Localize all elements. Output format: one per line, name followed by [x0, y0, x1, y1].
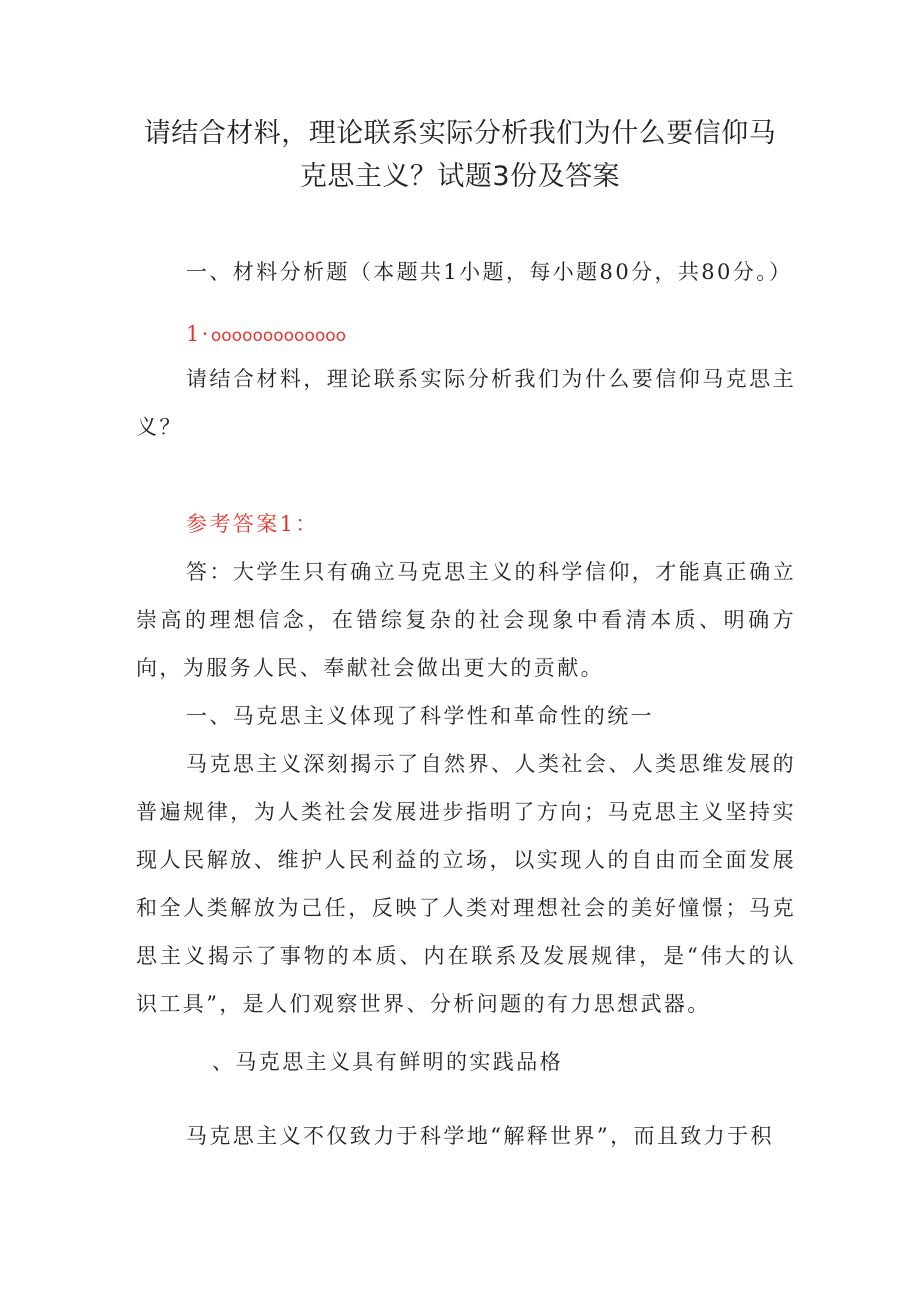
section-header: 一、材料分析题（本题共1小题，每小题80分，共80分。）	[186, 260, 793, 284]
document-title	[60, 112, 860, 198]
point-2-body: 马克思主义不仅致力于科学地“解释世界”，而且致力于积	[186, 1124, 774, 1148]
title-line-1: 请结合材料，理论联系实际分析我们为什么要信仰马	[143, 118, 777, 149]
answer-intro: 答：大学生只有确立马克思主义的科学信仰，才能真正确立崇高的理想信念，在错综复杂的社会现象中看清本质、明确方向，为服务人民、奉献社会做出更大的贡献。	[136, 560, 796, 680]
point-2-heading: 、马克思主义具有鲜明的实践品格	[212, 1050, 563, 1074]
point-1-body: 马克思主义深刻揭示了自然界、人类社会、人类思维发展的普遍规律，为人类社会发展进步指明了方向；马克思主义坚持实现人民解放、维护人民利益的立场，以实现人的自由而全面发展和全人类解放为己任，反映了人类对理想社会的美好憧憬；马克思主义揭示了事物的本质、内在联系及发展规律，是“伟大的认识工具”，是人们观察世界、分析问题的有力思想武器。	[136, 752, 796, 1016]
question-placeholder: ooooooooooooo	[210, 326, 347, 346]
title-line-2: 克思主义？试题3份及答案	[299, 161, 621, 192]
question-text: 请结合材料，理论联系实际分析我们为什么要信仰马克思主义？	[136, 367, 796, 439]
question-number-line	[186, 310, 846, 360]
answer-label: 参考答案1：	[186, 512, 319, 536]
point-1-heading: 一、马克思主义体现了科学性和革命性的统一	[186, 704, 654, 728]
question-number: 1·	[186, 322, 211, 346]
